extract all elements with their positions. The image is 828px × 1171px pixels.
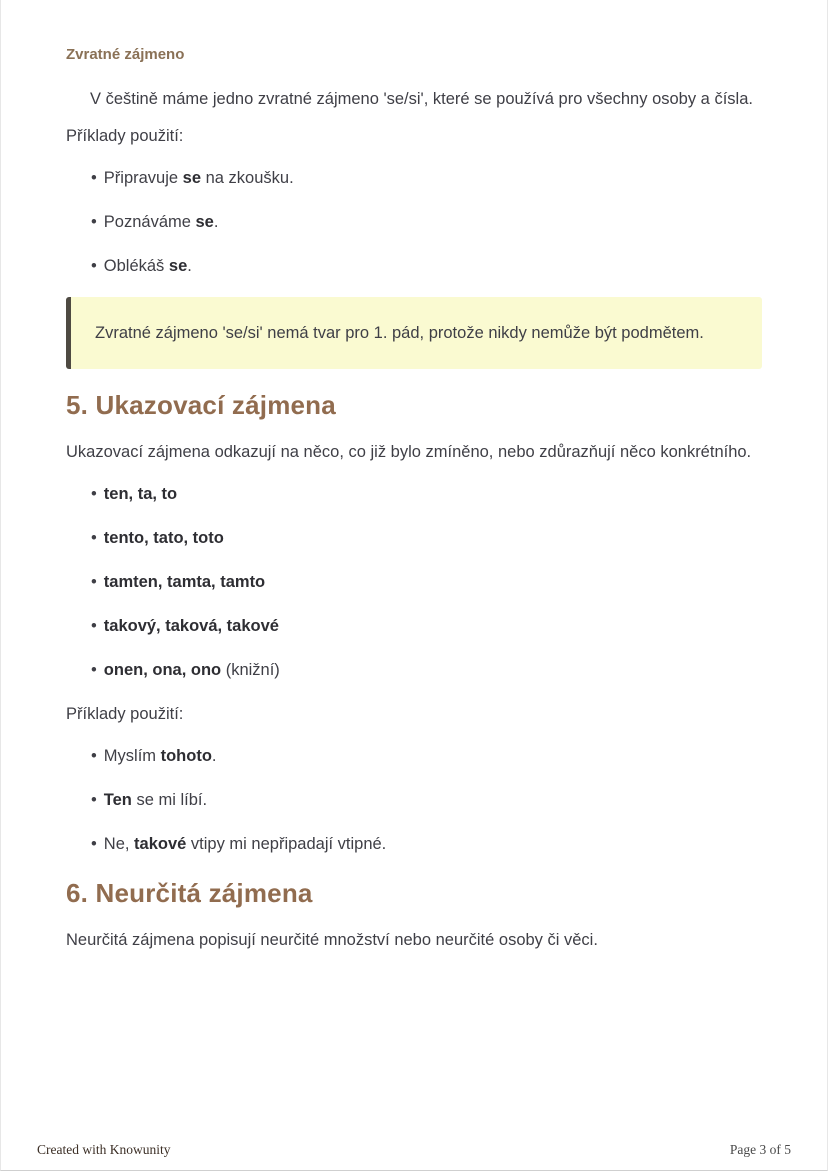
- bullet-marker: •: [91, 485, 97, 503]
- section-demonstrative: [66, 387, 762, 858]
- bullet-marker: •: [91, 169, 97, 187]
- demonstrative-examples-list: [66, 743, 762, 858]
- list-item: [91, 481, 762, 508]
- reflexive-intro: V češtině máme jedno zvratné zájmeno 'se/si', které se používá pro všechny osoby a čísla.: [90, 90, 753, 108]
- list-item: [91, 165, 762, 192]
- list-item: [91, 569, 762, 596]
- bullet-marker: •: [91, 617, 97, 635]
- item-text-bold: tohoto: [160, 747, 212, 765]
- footer-credit: Created with Knowunity: [37, 1142, 171, 1157]
- item-text-bold: takové: [134, 835, 187, 853]
- item-text-post: (knižní): [221, 661, 280, 679]
- item-text-post: .: [187, 257, 192, 275]
- item-text-pre: Poznáváme: [103, 213, 196, 231]
- indefinite-intro: Neurčitá zájmena popisují neurčité množství nebo neurčité osoby či věci.: [66, 931, 598, 949]
- item-text-pre: Myslím: [103, 747, 161, 765]
- note-callout: Zvratné zájmeno 'se/si' nemá tvar pro 1. pád, protože nikdy nemůže být podmětem.: [66, 297, 762, 369]
- demonstrative-examples-label: Příklady použití:: [66, 705, 184, 723]
- bullet-marker: •: [91, 747, 97, 765]
- item-text-pre: Oblékáš: [103, 257, 169, 275]
- item-text-bold: Ten: [103, 791, 132, 809]
- item-text-post: na zkoušku.: [201, 169, 294, 187]
- list-item: [91, 743, 762, 770]
- list-item: [91, 831, 762, 858]
- item-text-bold: se: [195, 213, 214, 231]
- list-item: [91, 525, 762, 552]
- item-text-pre: Připravuje: [103, 169, 183, 187]
- item-text-pre: Ne,: [103, 835, 135, 853]
- item-text-bold: tento, tato, toto: [103, 529, 224, 547]
- demonstrative-forms-list: [66, 481, 762, 684]
- reflexive-heading: Zvratné zájmeno: [66, 46, 185, 63]
- item-text-bold: tamten, tamta, tamto: [103, 573, 266, 591]
- section-5-heading: 5. Ukazovací zájmena: [66, 390, 336, 420]
- section-6-heading: 6. Neurčitá zájmena: [66, 878, 313, 908]
- bullet-marker: •: [91, 213, 97, 231]
- item-text-post: .: [211, 747, 217, 765]
- reflexive-examples-list: [66, 165, 762, 280]
- bullet-marker: •: [91, 835, 97, 853]
- item-text-post: se mi líbí.: [131, 791, 208, 809]
- item-text-bold: takový, taková, takové: [103, 617, 279, 635]
- bullet-marker: •: [91, 791, 97, 809]
- item-text-post: vtipy mi nepřipadají vtipné.: [186, 835, 387, 853]
- list-item: [91, 657, 762, 684]
- bullet-marker: •: [91, 529, 97, 547]
- bullet-marker: •: [91, 257, 97, 275]
- footer-page-number: Page 3 of 5: [729, 1142, 791, 1157]
- bullet-marker: •: [91, 661, 97, 679]
- list-item: [91, 613, 762, 640]
- item-text-bold: se: [182, 169, 202, 187]
- item-text-post: .: [213, 213, 219, 231]
- section-reflexive: [66, 46, 762, 369]
- list-item: [91, 253, 762, 280]
- item-text-bold: ten, ta, to: [103, 485, 178, 503]
- bullet-marker: •: [91, 573, 97, 591]
- item-text-bold: onen, ona, ono: [103, 661, 222, 679]
- demonstrative-intro: Ukazovací zájmena odkazují na něco, co již bylo zmíněno, nebo zdůrazňují něco konkrétního.: [66, 443, 752, 461]
- item-text-bold: se: [168, 257, 188, 275]
- reflexive-examples-label: Příklady použití:: [66, 127, 184, 145]
- list-item: [91, 209, 762, 236]
- list-item: [91, 787, 762, 814]
- page-footer: [37, 1142, 791, 1158]
- section-indefinite: [66, 875, 762, 954]
